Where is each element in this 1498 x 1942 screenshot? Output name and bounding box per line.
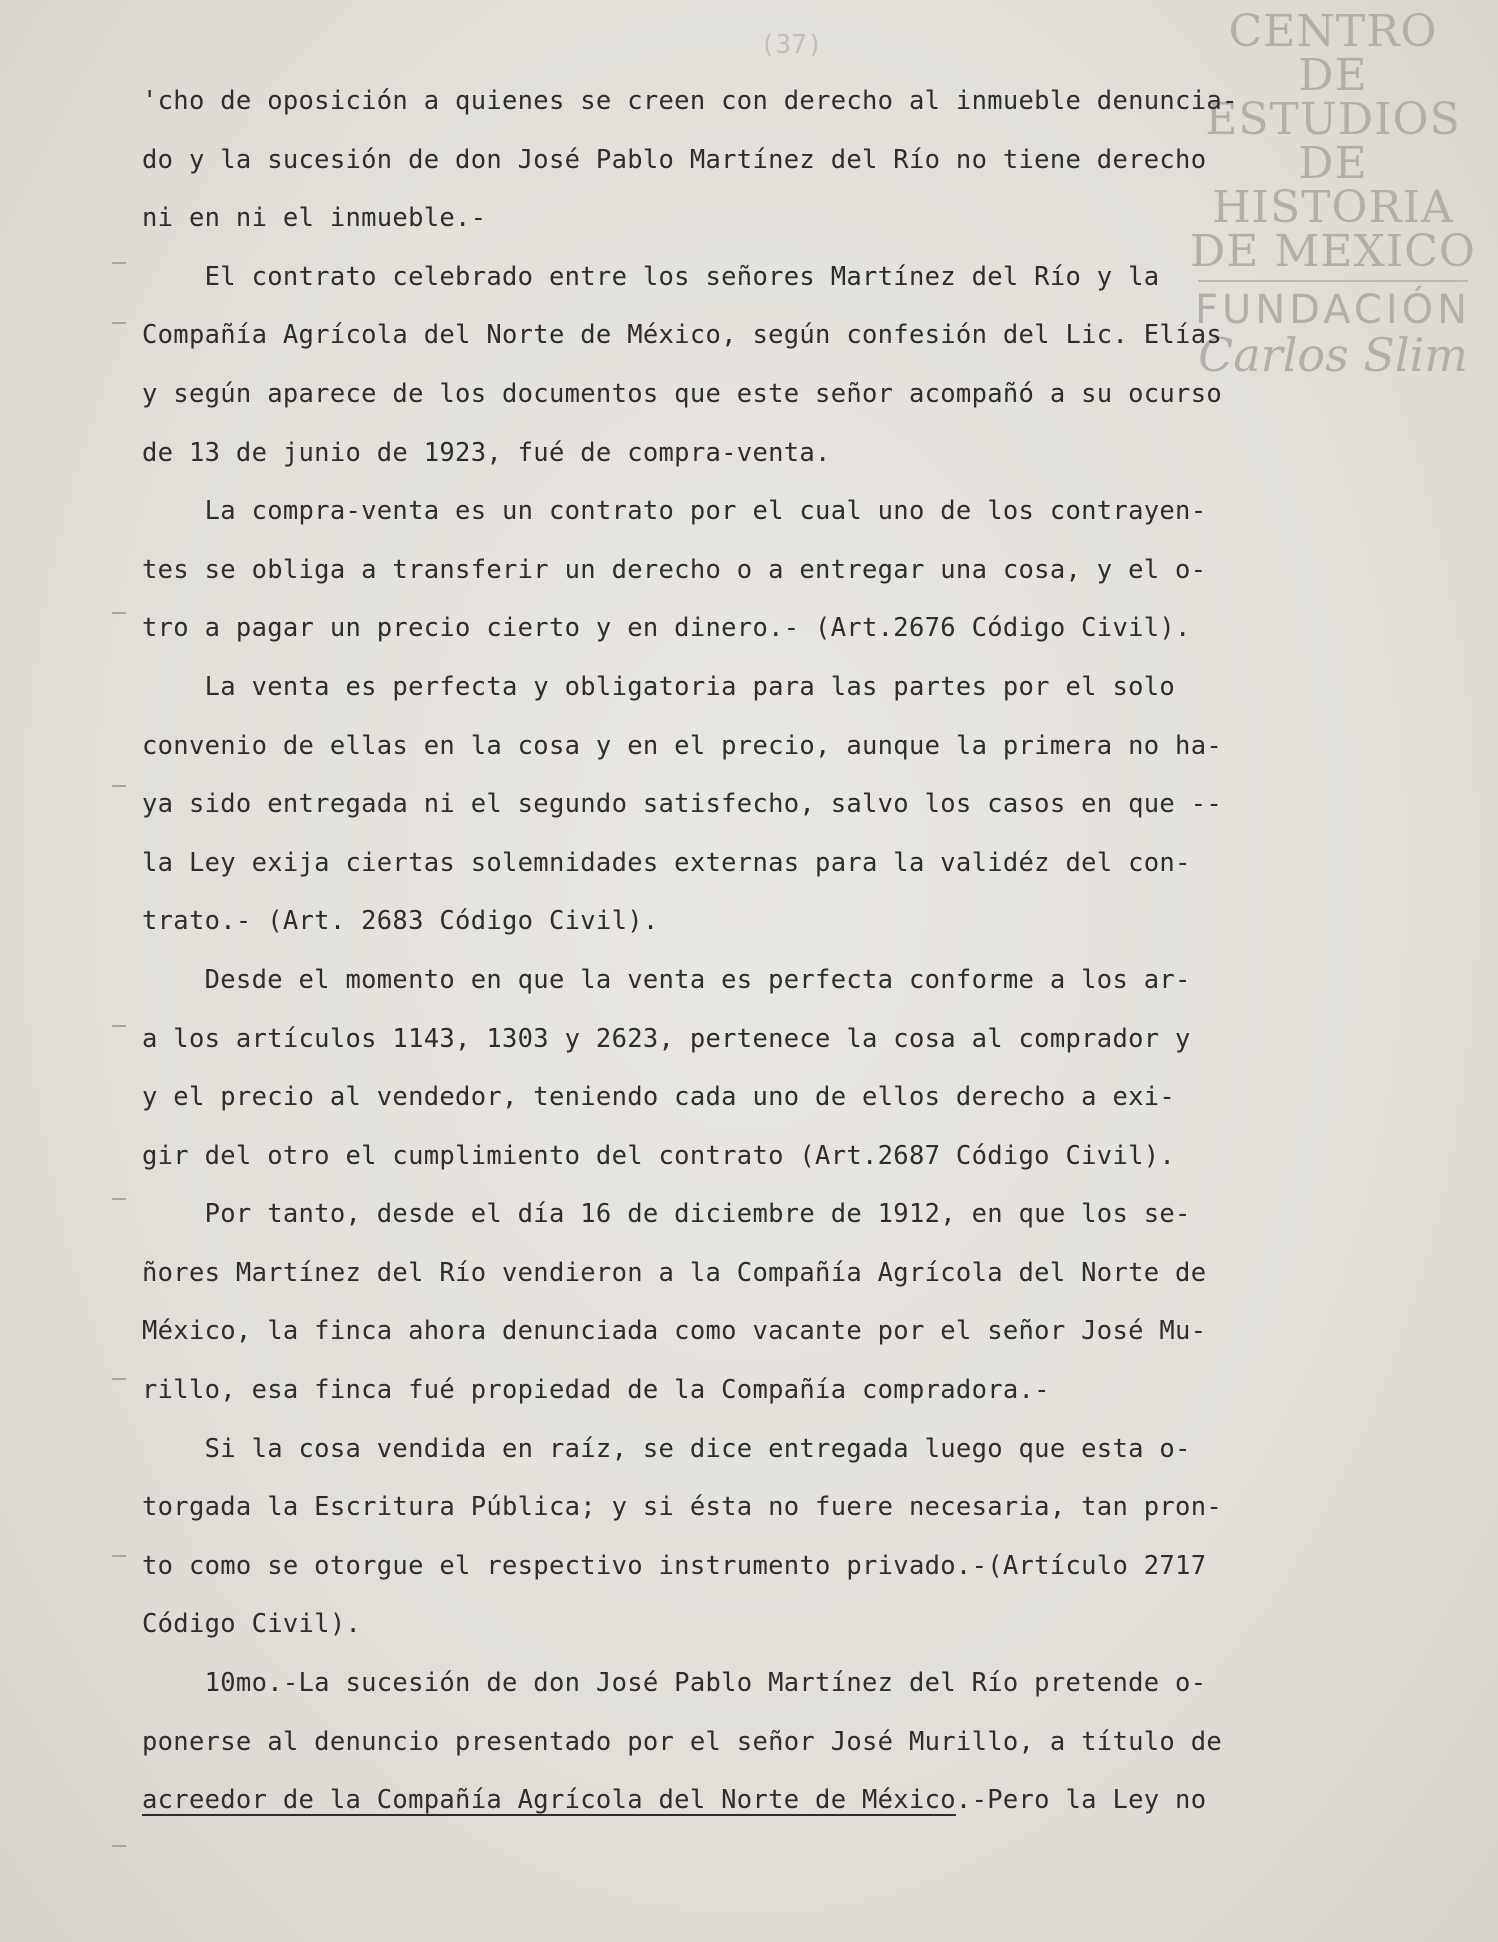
text-line: 'cho de oposición a quienes se creen con derecho al inmueble denuncia- (142, 86, 1238, 116)
text-line: convenio de ellas en la cosa y en el precio, aunque la primera no ha- (142, 730, 1223, 761)
text-line: tro a pagar un precio cierto y en dinero.- (Art.2676 Código Civil). (142, 613, 1191, 644)
seal-line-1: CENTRO DE (1228, 6, 1438, 101)
margin-mark (112, 1555, 126, 1557)
margin-mark (112, 785, 126, 787)
seal-line-4: DE MEXICO (1190, 226, 1476, 277)
underlined-phrase: acreedor de la Compañía Agrícola del Norte de México (142, 1785, 956, 1816)
text-line: torgada la Escritura Pública; y si ésta no fuere necesaria, tan pron- (142, 1492, 1223, 1523)
text-line: tes se obliga a transferir un derecho o a entregar una cosa, y el o- (142, 554, 1207, 585)
text-line: ya sido entregada ni el segundo satisfecho, salvo los casos en que -- (142, 789, 1223, 820)
text-line: México, la finca ahora denunciada como vacante por el señor José Mu- (142, 1316, 1207, 1347)
margin-mark (112, 1025, 126, 1027)
text-line: de 13 de junio de 1923, fué de compra-venta. (142, 437, 831, 468)
text-line: Compañía Agrícola del Norte de México, según confesión del Lic. Elías (142, 320, 1223, 351)
text-line: ponerse al denuncio presentado por el señor José Murillo, a título de (142, 1726, 1223, 1757)
margin-mark (112, 612, 126, 614)
margin-mark (112, 322, 126, 324)
text-line: gir del otro el cumplimiento del contrato (Art.2687 Código Civil). (142, 1140, 1176, 1171)
text-line: trato.- (Art. 2683 Código Civil). (142, 906, 659, 937)
margin-mark (112, 1198, 126, 1200)
text-line: La compra-venta es un contrato por el cual uno de los contrayen- (142, 496, 1207, 527)
text-line: El contrato celebrado entre los señores Martínez del Río y la (142, 261, 1160, 292)
text-line: ni en ni el inmueble.- (142, 203, 487, 234)
seal-line-2: ESTUDIOS (1205, 94, 1461, 145)
text-line: do y la sucesión de don José Pablo Martínez del Río no tiene derecho (142, 144, 1207, 175)
seal-signature: Carlos Slim (1198, 328, 1468, 382)
text-line: La venta es perfecta y obligatoria para las partes por el solo (142, 671, 1176, 702)
document-body (142, 72, 1392, 1830)
margin-mark (112, 1378, 126, 1380)
text-line: Por tanto, desde el día 16 de diciembre de 1912, en que los se- (142, 1199, 1191, 1230)
text-line-tail: .-Pero la Ley no (955, 1785, 1207, 1816)
text-line: a los artículos 1143, 1303 y 2623, pertenece la cosa al comprador y (142, 1023, 1191, 1054)
text-line: to como se otorgue el respectivo instrumento privado.-(Artículo 2717 (142, 1550, 1207, 1581)
text-line: rillo, esa finca fué propiedad de la Compañía compradora.- (142, 1375, 1050, 1406)
text-line: Desde el momento en que la venta es perfecta conforme a los ar- (142, 964, 1191, 995)
text-line: y según aparece de los documentos que este señor acompañó a su ocurso (142, 378, 1223, 409)
seal-foundation: FUNDACIÓN (1194, 287, 1472, 333)
text-line: y el precio al vendedor, teniendo cada uno de ellos derecho a exi- (142, 1082, 1176, 1113)
text-line-last (142, 1771, 1392, 1830)
margin-mark (112, 262, 126, 264)
text-line: la Ley exija ciertas solemnidades externas para la validéz del con- (142, 847, 1191, 878)
seal-line-3: DE HISTORIA (1212, 138, 1454, 233)
margin-marks (112, 0, 138, 1942)
text-line: ñores Martínez del Río vendieron a la Compañía Agrícola del Norte de (142, 1257, 1207, 1288)
page-number: (37) (760, 30, 823, 60)
text-line: Si la cosa vendida en raíz, se dice entregada luego que esta o- (142, 1433, 1191, 1464)
margin-mark (112, 1845, 126, 1847)
text-line: Código Civil). (142, 1609, 362, 1640)
text-line: 10mo.-La sucesión de don José Pablo Martínez del Río pretende o- (142, 1668, 1207, 1699)
